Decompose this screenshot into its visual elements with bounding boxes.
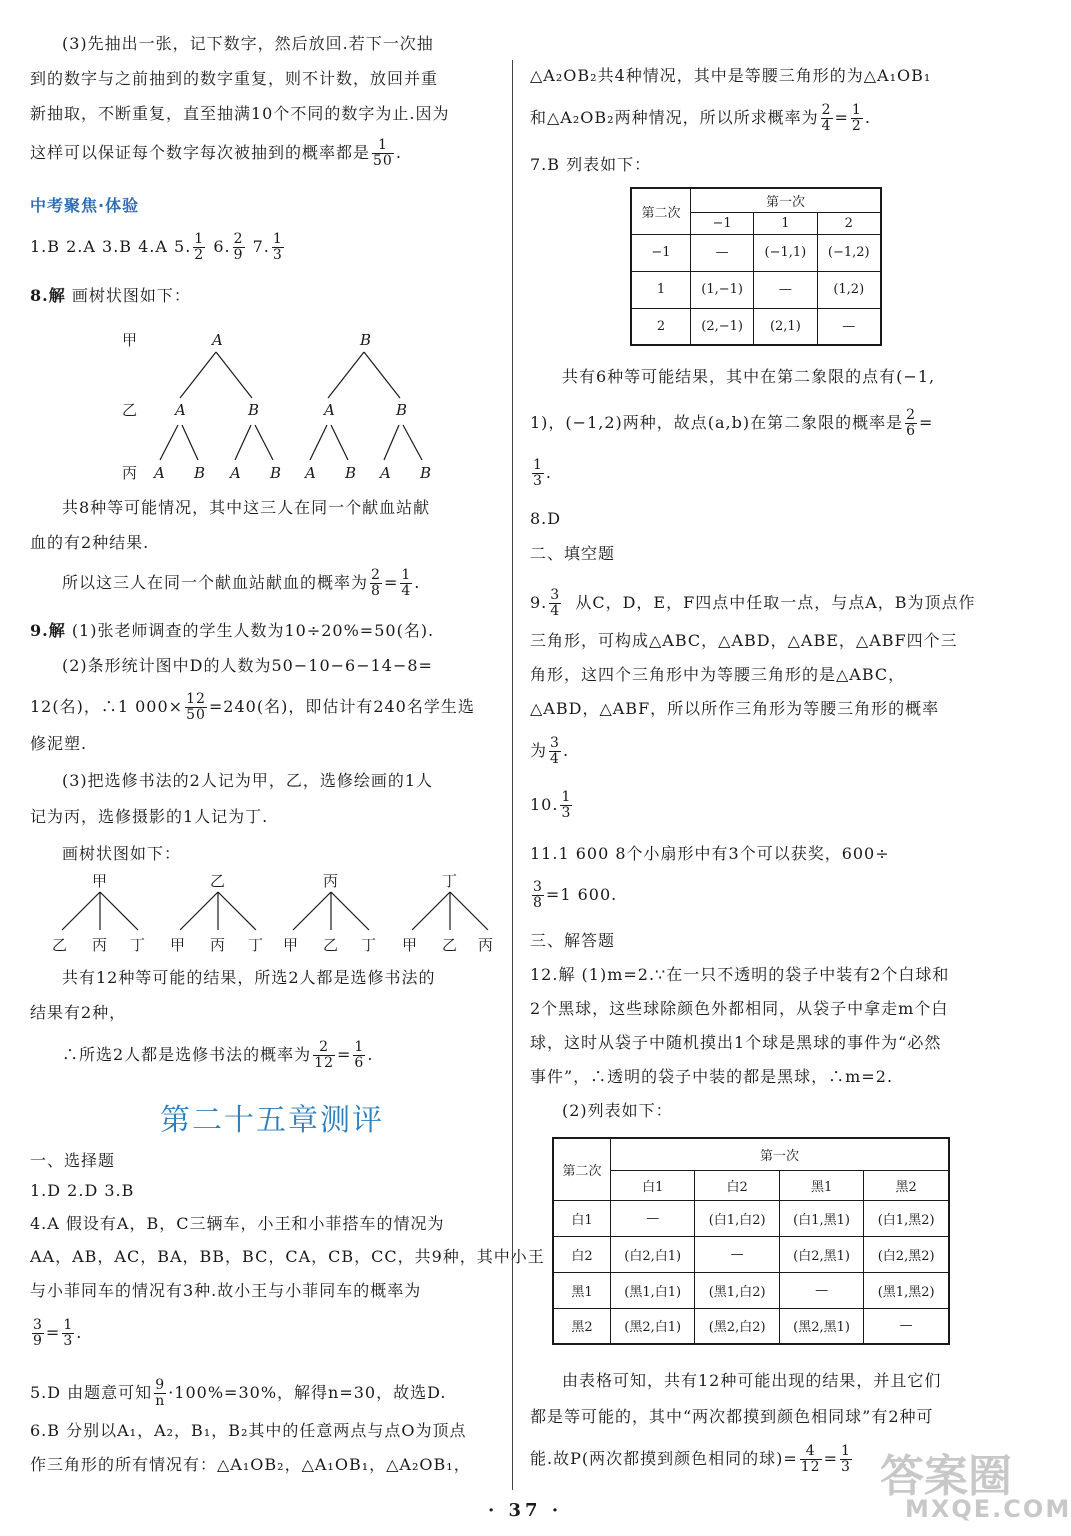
q4-line4: $\frac{3}{9}$ = $\frac{1}{3}$ . — [33, 1317, 83, 1349]
q7-result-1: 共有6种等可能结果，其中在第二象限的点有(−1, — [562, 367, 936, 386]
q12-result-2: 都是等可能的，其中“两次都摸到颜色相同球”有2种可 — [530, 1407, 934, 1426]
svg-text:丙: 丙 — [323, 872, 339, 890]
watermark-logo: 答案圈 — [880, 1451, 1012, 1502]
svg-text:A: A — [230, 464, 241, 482]
tree-diagram-abc — [30, 310, 500, 490]
table-q12 — [552, 1137, 950, 1345]
q12-line4: 事件”，∴透明的袋子中装的都是黑球，∴m=2. — [530, 1067, 894, 1086]
q9-line3: 角形，这四个三角形中为等腰三角形的是△ABC， — [530, 665, 906, 684]
svg-text:B: B — [270, 464, 282, 482]
q9-part3-b: 记为丙，选修摄影的1人记为丁. — [30, 807, 269, 826]
answers-1-7: 1.B 2.A 3.B 4.A 5. $\frac{1}{2}$ 6. $\frac{2}{9}$ 7. $\frac{1}{3}$ — [30, 231, 283, 263]
q9-result-3: ∴所选2人都是选修书法的概率为 $\frac{2}{12}$ = $\frac{1}{6}$ . — [62, 1039, 374, 1071]
p3-line3: 新抽取，不断重复，直至抽满10个不同的数字为止.因为 — [30, 104, 450, 123]
q11-line2: $\frac{3}{8}$ =1 600. — [533, 879, 618, 911]
svg-text:乙: 乙 — [323, 936, 339, 954]
q12-line1: 12.解 (1)m=2.∵在一只不透明的袋子中装有2个白球和 — [530, 965, 950, 984]
q4-line2: AA，AB，AC，BA，BB，BC，CA，CB，CC，共9种，其中小王 — [30, 1247, 545, 1266]
svg-text:丁: 丁 — [130, 936, 146, 954]
table-cell: (白1,黑2) — [864, 1200, 949, 1236]
table-corner: 第二次 — [553, 1138, 611, 1200]
answers-1-3: 1.D 2.D 3.B — [30, 1181, 135, 1200]
q12-line3: 球，这时从袋子中随机摸出1个球是黑球的事件为“必然 — [530, 1033, 942, 1052]
svg-text:A: A — [212, 331, 223, 349]
row-header: 2 — [631, 308, 691, 345]
column-divider — [512, 60, 513, 1490]
table-cell: (白2,黑1) — [779, 1236, 863, 1272]
q7-header: 7.B 列表如下： — [530, 155, 652, 174]
svg-text:A: A — [324, 401, 335, 419]
q9-part3-c: 画树状图如下： — [62, 844, 182, 863]
p3-line4: 这样可以保证每个数字每次被抽到的概率都是 $\frac{1}{50}$ . — [30, 137, 402, 169]
svg-text:A: A — [380, 464, 391, 482]
svg-text:B: B — [248, 401, 260, 419]
svg-text:乙: 乙 — [442, 936, 458, 954]
svg-text:丙: 丙 — [210, 936, 226, 954]
svg-text:丁: 丁 — [442, 872, 458, 890]
svg-text:乙: 乙 — [122, 401, 138, 419]
svg-text:甲: 甲 — [283, 936, 299, 954]
q6-line2: 作三角形的所有情况有：△A₁OB₂，△A₁OB₁，△A₂OB₁， — [30, 1455, 471, 1474]
table-cell: (2,1) — [754, 308, 817, 345]
svg-text:乙: 乙 — [210, 872, 226, 890]
q9-part2-d: 修泥塑. — [30, 734, 88, 753]
table-cell: (黑2,白1) — [611, 1308, 695, 1344]
svg-text:丁: 丁 — [248, 936, 264, 954]
q5-line: 5.D 由题意可知 $\frac{9}{n}$ ·100%=30%，解得n=30，故选D. — [30, 1377, 447, 1409]
col-header: 1 — [754, 212, 817, 234]
table-cell: (2,−1) — [691, 308, 754, 345]
table-cell: (白1,白2) — [695, 1200, 779, 1236]
q9-line5: 为 $\frac{3}{4}$ . — [530, 735, 570, 767]
q4-line1: 4.A 假设有A，B，C三辆车，小王和小菲搭车的情况为 — [30, 1214, 445, 1233]
row-header: 黑2 — [553, 1308, 611, 1344]
row-header: −1 — [631, 234, 691, 271]
table-cell: — — [754, 271, 817, 308]
q4-line3: 与小菲同车的情况有3种.故小王与小菲同车的概率为 — [30, 1281, 422, 1300]
p3-line2: 到的数字与之前抽到的数字重复，则不计数，放回并重 — [30, 69, 439, 88]
table-cell: (黑1,白1) — [611, 1272, 695, 1308]
svg-text:丙: 丙 — [92, 936, 108, 954]
q12-line2: 2个黑球，这些球除颜色外都相同，从袋子中拿走m个白 — [530, 999, 949, 1018]
svg-text:丙: 丙 — [122, 464, 138, 482]
q9-line4: △ABD，△ABF，所以所作三角形为等腰三角形的概率 — [530, 699, 940, 718]
table-cell: (−1,2) — [817, 234, 881, 271]
col-header: 白2 — [695, 1170, 779, 1200]
q11-line1: 11.1 600 8个小扇形中有3个可以获奖，600÷ — [530, 844, 890, 863]
q8-answer: 8.D — [530, 509, 562, 528]
svg-text:B: B — [194, 464, 206, 482]
q12-line5: (2)列表如下： — [562, 1101, 673, 1120]
table-group-header: 第一次 — [611, 1138, 950, 1170]
svg-text:甲: 甲 — [122, 331, 138, 349]
svg-text:B: B — [420, 464, 432, 482]
section-heading: 中考聚焦·体验 — [30, 196, 140, 215]
q9-result-1: 共有12种等可能的结果，所选2人都是选修书法的 — [62, 968, 436, 987]
q9-result-2: 结果有2种， — [30, 1003, 127, 1022]
svg-text:甲: 甲 — [92, 872, 108, 890]
table-cell: (白2,黑2) — [864, 1236, 949, 1272]
table-corner: 第二次 — [631, 188, 691, 234]
svg-text:A: A — [305, 464, 316, 482]
table-cell: (1,2) — [817, 271, 881, 308]
table-cell: (黑2,白2) — [695, 1308, 779, 1344]
table-cell: — — [611, 1200, 695, 1236]
row-header: 白1 — [553, 1200, 611, 1236]
table-cell: — — [817, 308, 881, 345]
svg-text:甲: 甲 — [170, 936, 186, 954]
q8-result-3: 所以这三人在同一个献血站献血的概率为 $\frac{2}{8}$ = $\frac{1}{4}$ . — [62, 567, 421, 599]
r-line1: △A₂OB₂共4种情况，其中是等腰三角形的为△A₁OB₁ — [530, 66, 932, 85]
svg-text:丙: 丙 — [478, 936, 494, 954]
col-header: 白1 — [611, 1170, 695, 1200]
r-line2: 和△A₂OB₂两种情况，所以所求概率为 $\frac{2}{4}$ = $\frac{1}{2}$ . — [530, 102, 871, 134]
q10-answer: 10. $\frac{1}{3}$ — [530, 789, 572, 821]
table-cell: (白2,白1) — [611, 1236, 695, 1272]
svg-text:A: A — [175, 401, 186, 419]
table-cell: (黑1,白2) — [695, 1272, 779, 1308]
col-header: 2 — [817, 212, 881, 234]
q8-result-1: 共8种等可能情况，其中这三人在同一个献血站献 — [62, 498, 431, 517]
col-header: −1 — [691, 212, 754, 234]
table-cell: (−1,1) — [754, 234, 817, 271]
table-cell: (黑2,黑1) — [779, 1308, 863, 1344]
table-cell: (1,−1) — [691, 271, 754, 308]
q8-result-2: 血的有2种结果. — [30, 533, 150, 552]
svg-text:丁: 丁 — [361, 936, 377, 954]
row-header: 黑1 — [553, 1272, 611, 1308]
section-choice: 一、选择题 — [30, 1151, 116, 1170]
q9-part2-a: (2)条形统计图中D的人数为50−10−6−14−8= — [62, 656, 433, 675]
row-header: 1 — [631, 271, 691, 308]
section-fill: 二、填空题 — [530, 544, 616, 563]
table-cell: — — [779, 1272, 863, 1308]
svg-text:乙: 乙 — [52, 936, 68, 954]
q9-part1: 9.解 (1)张老师调查的学生人数为10÷20%=50(名). — [30, 621, 435, 640]
col-header: 黑2 — [864, 1170, 949, 1200]
table-cell: — — [691, 234, 754, 271]
chapter-title: 第二十五章测评 — [160, 1103, 384, 1138]
q9-line1: 9. $\frac{3}{4}$ 从C，D，E，F四点中任取一点，与点A，B为顶点作 — [530, 587, 976, 619]
svg-text:甲: 甲 — [402, 936, 418, 954]
col-header: 黑1 — [779, 1170, 863, 1200]
table-cell: (白1,黑1) — [779, 1200, 863, 1236]
row-header: 白2 — [553, 1236, 611, 1272]
tree-diagram-students — [30, 868, 500, 958]
q7-result-3: $\frac{1}{3}$ . — [533, 457, 553, 489]
table-cell: (黑1,黑2) — [864, 1272, 949, 1308]
q7-result-2: 1)，(−1,2)两种，故点(a,b)在第二象限的概率是 $\frac{2}{6}$ = — [530, 407, 934, 439]
q9-part2-b: 12(名)，∴1 000× $\frac{12}{50}$ =240(名)，即估计有240名学生选 — [30, 691, 475, 723]
svg-text:B: B — [360, 331, 372, 349]
q12-result-1: 由表格可知，共有12种可能出现的结果，并且它们 — [562, 1371, 942, 1390]
table-cell: — — [695, 1236, 779, 1272]
table-cell: — — [864, 1308, 949, 1344]
q9-line2: 三角形，可构成△ABC，△ABD，△ABE，△ABF四个三 — [530, 631, 958, 650]
svg-text:A: A — [154, 464, 165, 482]
q6-line1: 6.B 分别以A₁，A₂，B₁，B₂其中的任意两点与点O为顶点 — [30, 1421, 467, 1440]
q8-header: 8.解 画树状图如下： — [30, 286, 191, 305]
watermark-url: MXQE.COM — [905, 1495, 1071, 1523]
svg-text:B: B — [345, 464, 357, 482]
p3-line1: (3)先抽出一张，记下数字，然后放回.若下一次抽 — [62, 34, 434, 53]
fraction: $\frac{1}{50}$ — [373, 137, 393, 169]
section-answer: 三、解答题 — [530, 931, 616, 950]
page-number: · 37 · — [488, 1500, 563, 1521]
svg-text:B: B — [396, 401, 408, 419]
q12-result-3: 能.故P(两次都摸到颜色相同的球)= $\frac{4}{12}$ = $\frac{1}{3}$ — [530, 1443, 851, 1475]
table-q7 — [630, 187, 882, 346]
table-group-header: 第一次 — [691, 188, 882, 212]
q9-part3-a: (3)把选修书法的2人记为甲，乙，选修绘画的1人 — [62, 771, 434, 790]
